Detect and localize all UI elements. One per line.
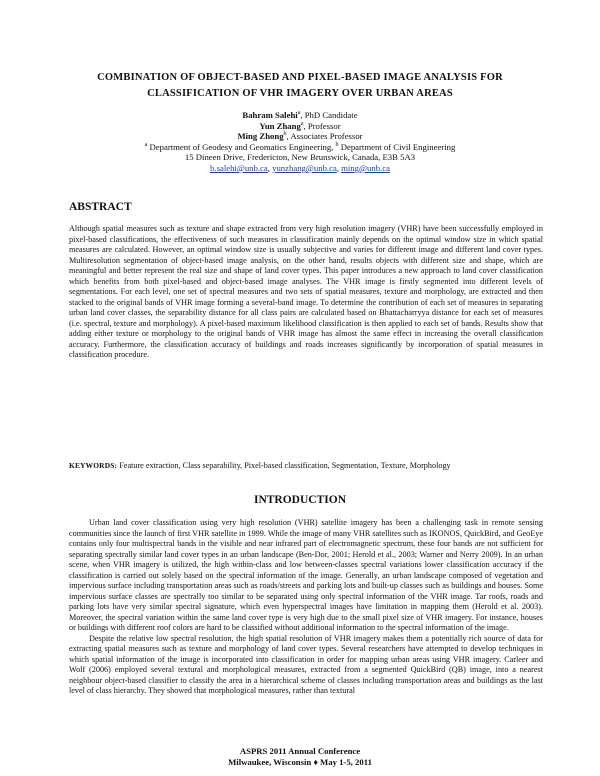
email-separator: , <box>267 162 273 173</box>
affiliation <box>40 142 560 153</box>
author-sup: a <box>297 110 301 117</box>
email-separator: , <box>336 162 342 173</box>
email-link[interactable]: ming@unb.ca <box>341 162 390 173</box>
keywords <box>69 461 543 472</box>
page-footer <box>0 746 600 767</box>
author-sup: a <box>300 120 304 127</box>
email-list <box>40 163 560 174</box>
keywords-label: KEYWORDS: <box>69 461 118 470</box>
address: 15 Dineen Drive, Fredericton, New Brunswick, Canada, E3B 5A3 <box>184 152 416 163</box>
author-line <box>40 131 560 142</box>
author-name: Yun Zhang <box>259 120 301 131</box>
abstract-body <box>69 224 543 361</box>
abstract-paragraph: Although spatial measures such as texture and shape extracted from very high resolution imagery (VHR) have been successfully employed in pixel-based classifications, the effectiveness of such measures in classification mainly depends on the optimal window size in which spatial measures are calculated. However, an optimal window size is usually subjective and varies for different image and different land cover types. Multiresolution segmentation of object-based image analysis, on the other hand, results objects with different size and shape, which are meaningful and better represent the real size and shape of land cover types. This paper introduces a new approach to land cover classification which benefits from both pixel-based and object-based image analyses. The VHR image is firstly segmented into different levels of segmentations. For each level, one set of spectral measures and two sets of spatial measures, texture and morphology, are extracted and then stacked to the original bands of VHR image forming a several-band image. To determine the contribution of each set of measures in separating urban land cover classes, the separability distance for all class pairs are calculated based on Bhattacharryya distance for each set of measures (i.e. spectral, texture and morphology). A pixel-based maximum likelihood classification is then applied to each set of bands. Results show that adding either texture or morphology to the original bands of VHR image has almost the same effect in increasing the overall classification accuracy. Furthermore, the classification accuracy of buildings and roads increases significantly by incorporation of spatial measures in classification procedure. <box>69 224 543 359</box>
email-link[interactable]: b.salehi@unb.ca <box>210 162 268 173</box>
author-name: Ming Zhong <box>237 131 284 142</box>
paper-title <box>40 70 560 102</box>
author-line <box>40 121 560 132</box>
title-line-1: COMBINATION OF OBJECT-BASED AND PIXEL-BASED IMAGE ANALYSIS FOR <box>97 72 503 83</box>
author-name: Bahram Salehi <box>242 110 298 120</box>
abstract-heading: ABSTRACT <box>69 201 132 213</box>
author-role: , Associates Professor <box>286 131 363 142</box>
affiliation-a: Department of Geodesy and Geomatics Engineering, <box>147 141 336 152</box>
affiliation-sup-a: a <box>144 141 148 148</box>
author-block <box>40 110 560 174</box>
keywords-text: Feature extraction, Class separability, Pixel-based classification, Segmentation, Texture, Morphology <box>117 461 451 470</box>
author-role: , Professor <box>303 120 341 131</box>
introduction-body <box>69 518 543 697</box>
author-role: , PhD Candidate <box>300 110 358 120</box>
introduction-heading: INTRODUCTION <box>253 494 346 506</box>
author-sup: b <box>283 131 287 138</box>
intro-paragraph-1: Urban land cover classification using very high resolution (VHR) satellite imagery has been a challenging task in remote sensing communities since the launch of first VHR satellite in 1999. While the image of many VHR satellites such as IKONOS, QuickBird, and GeoEye contains only four multispectral bands in the visible and near infrared part of electromagnetic spectrum, these four bands are not sufficient for separating spectrally similar land cover types in an urban landscape (Ben-Dor, 2001; Herold et al., 2003; Warner and Nerry 2009). In an urban scene, when VHR imagery is utilized, the high within-class and low between-classes spectral variations lower classification accuracy if the classification is carried out solely based on the spectral information of the image. Generally, an urban landscape composed of vegetation and impervious surface including transportation areas such as roads/streets and parking lots and built-up classes such as buildings and houses. Some impervious surface classes are spectrally too similar to be separated using only spectral information of the VHR image. Tar roofs, roads and parking lots have very similar spectral signature, which even hyperspectral images have limitation in mapping them (Herold et al. 2003). Moreover, the spectral variation within the same land cover type is very high due to the small pixel size of VHR imagery. For instance, houses or buildings with different roof colors are hard to be classified without additional information to the spectral information of the image. <box>69 518 543 632</box>
affiliation-sup-b: b <box>335 141 339 148</box>
title-line-2: CLASSIFICATION OF VHR IMAGERY OVER URBAN AREAS <box>147 88 453 99</box>
author-line <box>40 110 560 121</box>
footer-conference: ASPRS 2011 Annual Conference <box>239 746 361 756</box>
footer-location: Milwaukee, Wisconsin ♦ May 1-5, 2011 <box>228 756 372 767</box>
intro-paragraph-2: Despite the relative low spectral resolution, the high spatial resolution of VHR imagery makes them a potentially rich source of data for extracting spatial measures such as texture and morphology of land cover types. Several researchers have attempted to develop techniques in which spatial information of the image is incorporated into classification in order for mapping urban areas using VHR imagery. Carleer and Wolf (2006) employed several textural and morphological measures, extracted from a segmented QuickBird (QB) image, into a nearest neighbour object-based classifier to classify the area in a hierarchical scheme of classes including transportation areas and buildings as the last level of class hierarchy. They showed that morphological measures, rather than textural <box>69 633 543 695</box>
email-link[interactable]: yunzhang@unb.ca <box>272 162 337 173</box>
affiliation-b: Department of Civil Engineering <box>338 141 456 152</box>
